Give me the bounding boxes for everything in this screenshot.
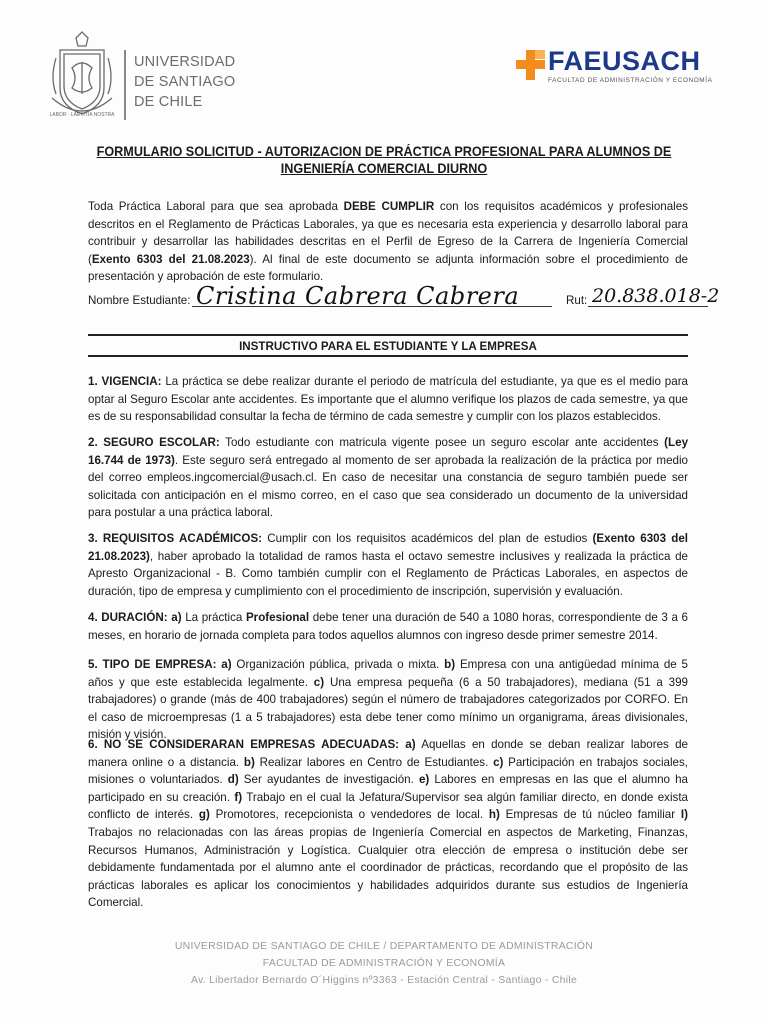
footer-line: FACULTAD DE ADMINISTRACIÓN Y ECONOMÍA (262, 958, 506, 969)
section-title: 4. DURACIÓN: (88, 611, 168, 624)
section-title: 5. TIPO DE EMPRESA: (88, 658, 217, 671)
section-title: 6. NO SE CONSIDERARAN EMPRESAS ADECUADAS: (88, 738, 400, 751)
student-name-label: Nombre Estudiante: (88, 294, 191, 307)
section-text: La práctica (181, 611, 246, 624)
divider-bottom (88, 355, 688, 357)
section-duracion (88, 609, 688, 644)
section-bold: f) (234, 790, 243, 804)
section-bold: a) (399, 738, 416, 751)
divider-top (88, 334, 688, 336)
fae-usach-logo (516, 48, 746, 90)
section-bold: I) (680, 808, 688, 822)
section-tipo-empresa (88, 656, 688, 744)
logo-divider (124, 50, 126, 120)
section-text: Empresa con una antigüedad mínima de 5 años y que este establecida legalmente. (88, 658, 688, 689)
section-no-consideradas (88, 736, 688, 912)
section-bold: (Ley 16.744 de 1973) (88, 436, 689, 467)
section-bold: b) (243, 755, 255, 769)
intro-text: ). Al final de este documento se adjunta información sobre el procedimiento de presentación y aprobación de este formulario. (88, 252, 688, 284)
section-text: , haber aprobado la totalidad de ramos hasta el octavo semestre inclusives y realizada la práctica de Apresto Organizacional - B. Como también cumplir con el Reglamento de Prácticas Laborales, en aspectos de duración, tipo de empresa y cumplimiento con el procedimiento de inscripción, supervisión y evaluación. (88, 549, 688, 598)
university-seal-icon (46, 28, 118, 123)
section-seguro-escolar (88, 434, 688, 522)
intro-paragraph (88, 198, 688, 286)
student-name-field[interactable]: Cristina Cabrera Cabrera (196, 282, 520, 310)
section-text: Trabajo en el cual la Jefatura/Supervisor sea algún familiar directo, en donde exista conflicto de interés. (88, 790, 688, 822)
section-requisitos (88, 530, 688, 600)
student-info-row (88, 282, 720, 312)
section-text: debe tener una duración de 540 a 1080 horas, correspondiente de 3 a 6 meses, en horario de jornada completa para todos aquellos alumnos con ingreso desde primer semestre 2014. (88, 611, 688, 642)
form-title-line: FORMULARIO SOLICITUD - AUTORIZACION DE PRÁCTICA PROFESIONAL PARA ALUMNOS DE (96, 144, 672, 159)
fae-plus-icon (516, 50, 546, 80)
section-text: Cumplir con los requisitos académicos del plan de estudios (262, 532, 593, 545)
rut-field[interactable]: 20.838.018-2 (592, 285, 720, 307)
instructivo-title: INSTRUCTIVO PARA EL ESTUDIANTE Y LA EMPRESA (239, 340, 537, 353)
section-bold: b) (444, 658, 456, 671)
form-title-line: INGENIERÍA COMERCIAL DIURNO (280, 161, 488, 176)
section-title: 3. REQUISITOS ACADÉMICOS: (88, 532, 263, 545)
section-bold: g) (198, 808, 210, 822)
section-text: Todo estudiante con matricula vigente posee un seguro escolar ante accidentes (219, 436, 665, 449)
intro-text: con los requisitos académicos y profesionales descritos en el Reglamento de Prácticas Laborales, ya que es necesaria esta experiencia y desarrollo laboral para contribuir y desarrollar las habilidades descritas en el Perfil de Egreso de la Carrera de Ingeniería Comercial ( (88, 200, 688, 266)
footer-line: UNIVERSIDAD DE SANTIAGO DE CHILE / DEPARTAMENTO DE ADMINISTRACIÓN (174, 941, 594, 952)
section-bold: c) (313, 675, 325, 689)
section-text: Promotores, recepcionista o vendedores de local. (209, 808, 489, 822)
section-text: La práctica se debe realizar durante el periodo de matrícula del estudiante, ya que es el medio para optar al Seguro Escolar ante accidentes. Es importante que el alumno verifique los plazos de cada semestre, ya que es de su responsabilidad consultar la fecha de término de cada semestre y cumplir con los plazos establecidos. (88, 375, 689, 424)
university-name-line: UNIVERSIDAD (134, 54, 236, 70)
section-title: 2. SEGURO ESCOLAR: (88, 436, 220, 449)
section-text: Trabajos no relacionadas con las áreas propias de Ingeniería Comercial en aspectos de Marketing, Finanzas, Recursos Humanos, Administración y Logística. Cualquier otra elección de empresa o institución debe ser debidamente fundamentada por el alumno ante el coordinador de prácticas, recordando que el propósito de las prácticas laborales es aplicar los conocimientos y habilidades adquiridos durante sus estudios de Ingeniería Comercial. (88, 825, 688, 910)
intro-text: Toda Práctica Laboral para que sea aprobada (88, 200, 344, 213)
section-bold: a) (167, 611, 182, 624)
svg-text:LABOR · LAETITIA NOSTRA: LABOR · LAETITIA NOSTRA (49, 112, 115, 118)
section-bold: e) (418, 773, 430, 787)
fae-prefix: FAE (548, 46, 603, 76)
university-name (134, 52, 235, 112)
section-text: Realizar labores en Centro de Estudiantes. (254, 755, 494, 769)
section-bold: d) (227, 773, 239, 787)
section-bold: c) (493, 755, 504, 769)
usach-logo (46, 28, 246, 123)
fae-subtitle: FACULTAD DE ADMINISTRACIÓN Y ECONOMÍA (548, 77, 713, 84)
fae-suffix: USACH (602, 46, 701, 76)
rut-label: Rut: (566, 294, 588, 307)
intro-bold: DEBE CUMPLIR (343, 200, 435, 213)
section-bold: (Exento 6303 del 21.08.2023) (88, 532, 689, 563)
section-text: Labores en empresas en las que el alumno ha participado en su creación. (88, 773, 688, 804)
intro-bold: Exento 6303 del 21.08.2023 (91, 252, 250, 266)
page-footer (60, 938, 708, 989)
section-text: Ser ayudantes de investigación. (238, 773, 419, 787)
section-text: . Este seguro será entregado al momento de ser aprobada la realización de la práctica por medio del correo empleos.ingcomercial@usach.cl. En caso de necesitar una constancia de seguro también puede ser solicitada con anticipación en el mismo correo, en el caso que sea considerado un documento de la universidad para postular a una práctica laboral. (88, 453, 688, 520)
section-bold: a) (216, 658, 232, 671)
fae-title (548, 46, 701, 77)
university-name-line: DE CHILE (134, 94, 203, 110)
section-bold: h) (488, 808, 500, 822)
section-text: Participación en trabajos sociales, misiones o voluntariados. (88, 755, 689, 787)
footer-line: Av. Libertador Bernardo O´Higgins nº3363 - Estación Central - Santiago - Chile (190, 975, 578, 986)
section-vigencia (88, 373, 688, 426)
section-title: 1. VIGENCIA: (88, 375, 162, 388)
section-text: Organización pública, privada o mixta. (231, 658, 445, 671)
university-name-line: DE SANTIAGO (134, 74, 236, 90)
section-text: Aquellas en donde se deban realizar labores de manera online o a distancia. (88, 738, 689, 769)
form-title (92, 143, 676, 177)
section-text: Empresas de tú núcleo familiar (499, 808, 681, 822)
section-bold: Profesional (245, 611, 310, 624)
section-text: Una empresa pequeña (6 a 50 trabajadores), mediana (51 a 399 trabajadores) o grande (más de 400 trabajadores) según el número de trabajadores categorizados por CORFO. En el caso de microempresas (1 a 5 trabajadores) esta debe tener como mínimo un organigrama, áreas divisionales, misión y visión. (88, 675, 688, 742)
